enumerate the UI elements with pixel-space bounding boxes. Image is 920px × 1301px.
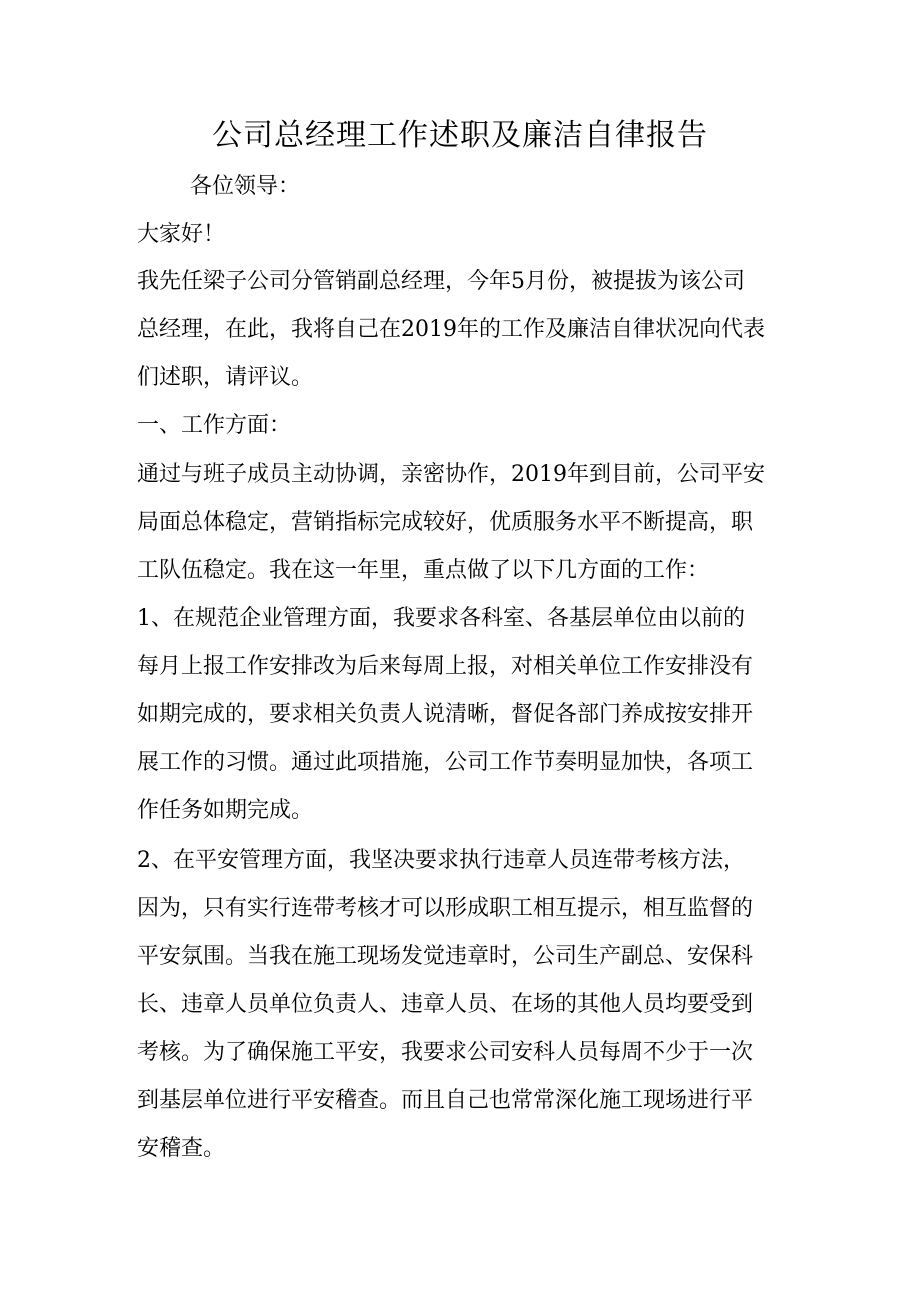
body-line: 因为，只有实行连带考核才可以形成职工相互提示，相互监督的 [137,896,754,921]
section-heading: 一、工作方面： [137,413,292,438]
body-line: 局面总体稳定，营销指标完成较好，优质服务水平不断提高，职 [137,510,754,535]
body-line: 考核。为了确保施工平安，我要求公司安科人员每周不少于一次 [137,1040,754,1065]
body-line: 作任务如期完成。 [137,798,314,823]
body-line: 2、在平安管理方面，我坚决要求执行违章人员连带考核方法， [137,848,745,873]
body-line: 安稽查。 [137,1136,226,1161]
body-line: 工队伍稳定。我在这一年里，重点做了以下几方面的工作： [137,558,710,583]
body-line: 展工作的习惯。通过此项措施，公司工作节奏明显加快，各项工 [137,750,754,775]
body-line: 平安氛围。当我在施工现场发觉违章时，公司生产副总、安保科 [137,944,754,969]
body-line: 1、在规范企业管理方面，我要求各科室、各基层单位由以前的 [137,606,745,631]
body-line: 长、违章人员单位负责人、违章人员、在场的其他人员均要受到 [137,992,754,1017]
body-line: 到基层单位进行平安稽查。而且自己也常常深化施工现场进行平 [137,1088,754,1113]
body-line: 通过与班子成员主动协调，亲密协作，2019年到目前，公司平安 [137,462,765,487]
body-line: 们述职，请评议。 [137,365,314,390]
body-line: 总经理，在此，我将自己在2019年的工作及廉洁自律状况向代表 [137,317,765,342]
body-line: 我先任梁子公司分管销副总经理，今年5月份，被提拔为该公司 [137,269,745,294]
greeting: 大家好！ [137,222,226,247]
body-line: 每月上报工作安排改为后来每周上报，对相关单位工作安排没有 [137,654,754,679]
salutation: 各位领导： [190,174,301,199]
body-line: 如期完成的，要求相关负责人说清晰，督促各部门养成按安排开 [137,702,754,727]
document-title: 公司总经理工作述职及廉洁自律报告 [212,118,708,153]
